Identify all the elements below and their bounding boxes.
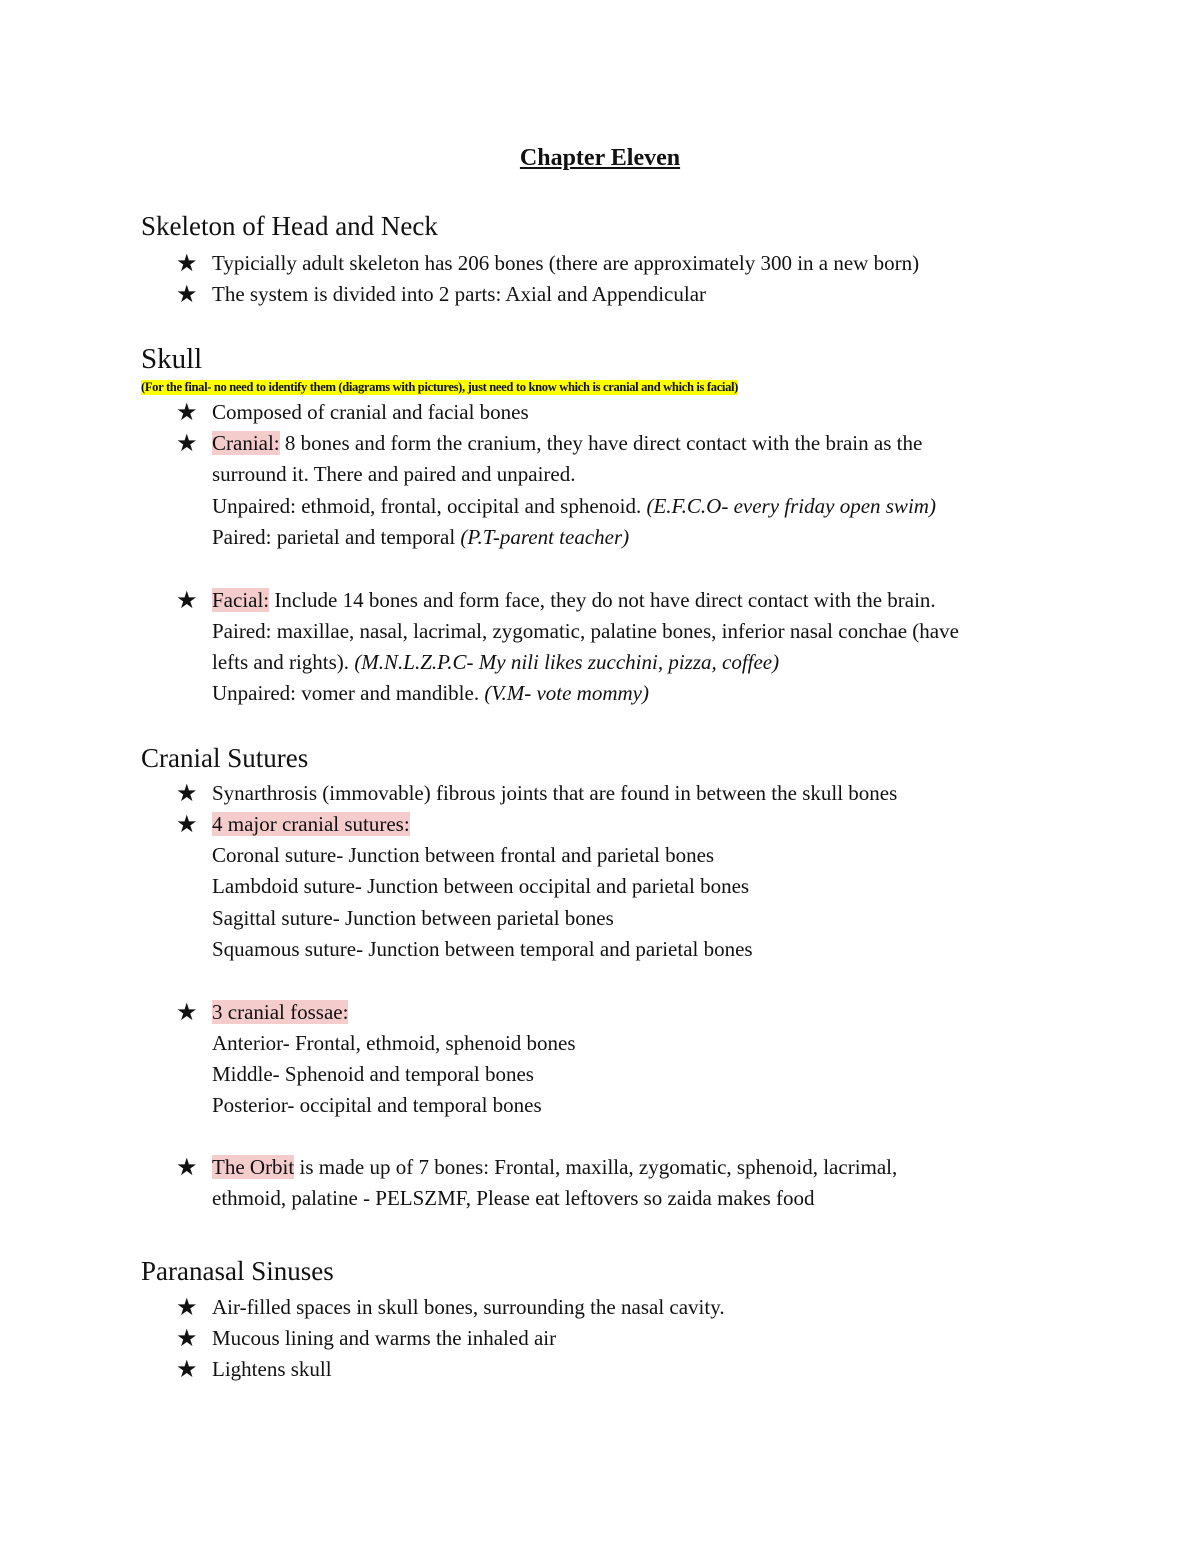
star-bullet-icon: ★ [176,280,198,308]
suture-item: Sagittal suture- Junction between parietal bones [212,906,614,930]
star-bullet-icon: ★ [176,1355,198,1383]
star-bullet-icon: ★ [176,1153,198,1181]
skeleton-bullet-1: Typicially adult skeleton has 206 bones (there are approximately 300 in a new born) [212,251,920,275]
fossae-bullet [212,998,348,1026]
cranial-text: 8 bones and form the cranium, they have direct contact with the brain as the [279,431,923,455]
cranial-paired-text: Paired: parietal and temporal [212,525,461,549]
facial-bullet [212,586,936,614]
star-bullet-icon: ★ [176,1293,198,1321]
suture-item: Lambdoid suture- Junction between occipital and parietal bones [212,874,750,898]
orbit-line-2: ethmoid, palatine - PELSZMF, Please eat leftovers so zaida makes food [212,1186,815,1210]
orbit-text: is made up of 7 bones: Frontal, maxilla, zygomatic, sphenoid, lacrimal, [294,1155,898,1179]
star-bullet-icon: ★ [176,810,198,838]
page-title: Chapter Eleven [519,145,681,171]
skeleton-bullet-2: The system is divided into 2 parts: Axial and Appendicular [212,282,707,306]
cranial-paired [212,523,629,551]
facial-label: Facial: [212,588,270,612]
star-bullet-icon: ★ [176,779,198,807]
fossa-item: Middle- Sphenoid and temporal bones [212,1062,534,1086]
facial-unpaired-mnemonic: (V.M- vote mommy) [484,681,649,705]
suture-item: Squamous suture- Junction between temporal and parietal bones [212,937,753,961]
star-bullet-icon: ★ [176,1324,198,1352]
fossa-item: Posterior- occipital and temporal bones [212,1093,542,1117]
orbit-label: The Orbit [212,1155,295,1179]
star-bullet-icon: ★ [176,249,198,277]
facial-unpaired [212,679,649,707]
fossae-label: 3 cranial fossae: [212,1000,349,1024]
suture-item: Coronal suture- Junction between frontal and parietal bones [212,843,715,867]
sinus-bullet: Lightens skull [212,1357,332,1381]
cranial-unpaired-text: Unpaired: ethmoid, frontal, occipital and sphenoid. [212,494,647,518]
cranial-line-2: surround it. There and paired and unpaired. [212,462,576,486]
star-bullet-icon: ★ [176,586,198,614]
cranial-paired-mnemonic: (P.T-parent teacher) [460,525,630,549]
cranial-unpaired-mnemonic: (E.F.C.O- every friday open swim) [646,494,936,518]
cranial-unpaired [212,492,936,520]
heading-skull: Skull [141,343,203,375]
major-sutures-bullet [212,810,410,838]
final-exam-note: (For the final- no need to identify them (diagrams with pictures), just need to know which is cranial and which is facial) [141,380,739,394]
facial-unpaired-text: Unpaired: vomer and mandible. [212,681,485,705]
skull-bullet-composed: Composed of cranial and facial bones [212,400,529,424]
facial-paired-mnemonic: (M.N.L.Z.P.C- My nili likes zucchini, pizza, coffee) [354,650,780,674]
facial-paired: Paired: maxillae, nasal, lacrimal, zygomatic, palatine bones, inferior nasal conchae (have [212,619,959,643]
star-bullet-icon: ★ [176,429,198,457]
fossa-item: Anterior- Frontal, ethmoid, sphenoid bones [212,1031,576,1055]
facial-paired2-text: lefts and rights). [212,650,355,674]
sinus-bullet: Air-filled spaces in skull bones, surrounding the nasal cavity. [212,1295,725,1319]
star-bullet-icon: ★ [176,398,198,426]
heading-paranasal-sinuses: Paranasal Sinuses [141,1256,334,1286]
facial-paired-line-2 [212,648,779,676]
heading-cranial-sutures: Cranial Sutures [141,743,309,773]
facial-text: Include 14 bones and form face, they do not have direct contact with the brain. [269,588,936,612]
orbit-bullet [212,1153,897,1181]
star-bullet-icon: ★ [176,998,198,1026]
sutures-bullet-synarthrosis: Synarthrosis (immovable) fibrous joints that are found in between the skull bones [212,781,898,805]
cranial-label: Cranial: [212,431,280,455]
heading-skeleton: Skeleton of Head and Neck [141,211,438,241]
cranial-bullet [212,429,922,457]
sinus-bullet: Mucous lining and warms the inhaled air [212,1326,557,1350]
major-sutures-label: 4 major cranial sutures: [212,812,410,836]
